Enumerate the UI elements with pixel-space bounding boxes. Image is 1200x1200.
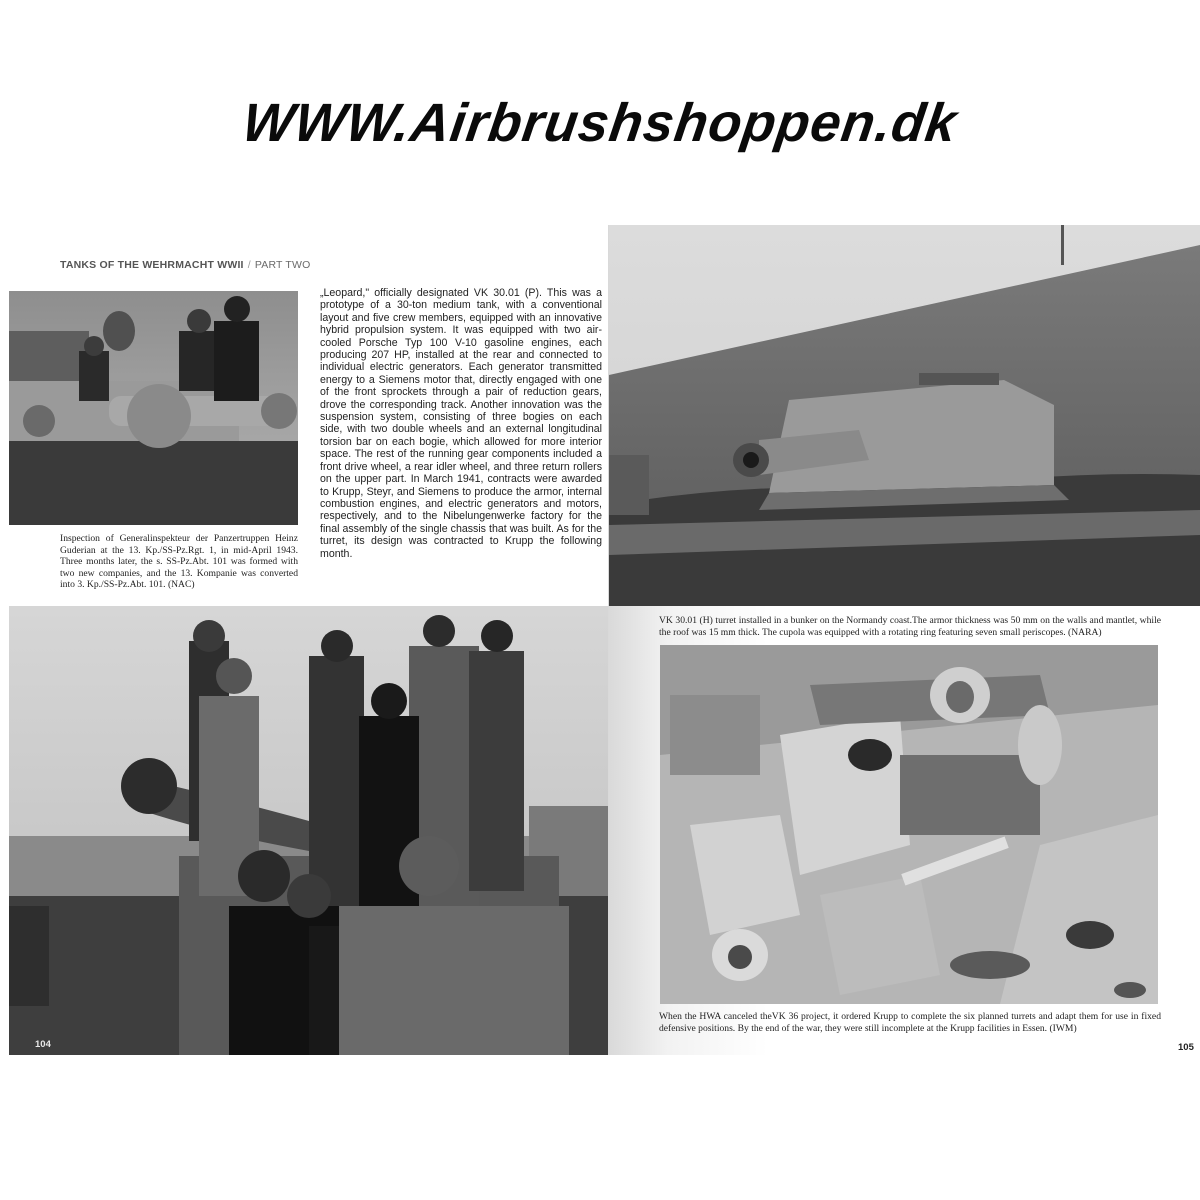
running-head-separator: /	[247, 259, 251, 271]
photo-turret-bunker-image	[609, 225, 1200, 606]
photo-inspection-caption: Inspection of Generalinspekteur der Panzertruppen Heinz Guderian at the 13. Kp./SS-Pz.Rgt. 1, in mid-April 1943. Three months later, the s. SS-Pz.Abt. 101 was formed with two new companies, and the 13. Kompanie was converted into 3. Kp./SS-Pz.Abt. 101. (NAC)	[60, 533, 298, 591]
running-head-series: TANKS OF THE WEHRMACHT WWII	[60, 259, 244, 271]
page-number-right: 105	[1178, 1042, 1194, 1053]
photo-turret-bunker	[609, 225, 1200, 606]
right-page	[608, 225, 1200, 1055]
photo-officers-image	[9, 606, 608, 1055]
photo-factory-parts-image	[660, 645, 1158, 1004]
watermark-text: WWW.Airbrushshoppen.dk	[238, 93, 962, 153]
page-number-left: 104	[35, 1039, 51, 1050]
photo-inspection-image	[9, 291, 298, 525]
photo-factory-parts-caption: When the HWA canceled theVK 36 project, it ordered Krupp to complete the six planned turrets and adapt them for use in fixed defensive positions. By the end of the war, they were still incomplete at the Krupp facilities in Essen. (IWM)	[659, 1011, 1161, 1034]
photo-officers	[9, 606, 608, 1055]
left-page	[8, 225, 608, 1055]
photo-turret-bunker-caption: VK 30.01 (H) turret installed in a bunker on the Normandy coast.The armor thickness was 50 mm on the walls and mantlet, while the roof was 15 mm thick. The cupola was equipped with a rotating ring featuring seven small periscopes. (NARA)	[659, 615, 1161, 638]
body-text: „Leopard," officially designated VK 30.01 (P). This was a prototype of a 30-ton medium tank, with a conventional layout and five crew members, equipped with an innovative hybrid propulsion system. It was equipped with two air-cooled Porsche Typ 100 V-10 gasoline engines, each producing 207 HP, installed at the rear and connected to individual electric generators. Each generator transmitted energy to a Siemens motor that, directly engaged with one of the front sprockets through a pair of reduction gears, drove the corresponding track. Another innovation was the suspension system, consisting of three bogies on each side, with two double wheels and an external longitudinal torsion bar on each bogie, which allowed for more interior space. The rest of the running gear components included a front drive wheel, a rear idler wheel, and three return rollers on the upper part. In March 1941, contracts were awarded to Krupp, Steyr, and Siemens to produce the armor, internal combustion engines, and electric generators and motors, respectively, and to the Nibelungenwerke factory for the final assembly of the single chassis that was built. As for the turret, its design was contracted to Krupp the following month.	[320, 287, 602, 560]
photo-inspection	[9, 291, 298, 525]
photo-factory-parts	[660, 645, 1158, 1004]
book-spread	[8, 225, 1200, 1055]
running-head	[60, 259, 310, 271]
running-head-part: PART TWO	[254, 259, 311, 271]
